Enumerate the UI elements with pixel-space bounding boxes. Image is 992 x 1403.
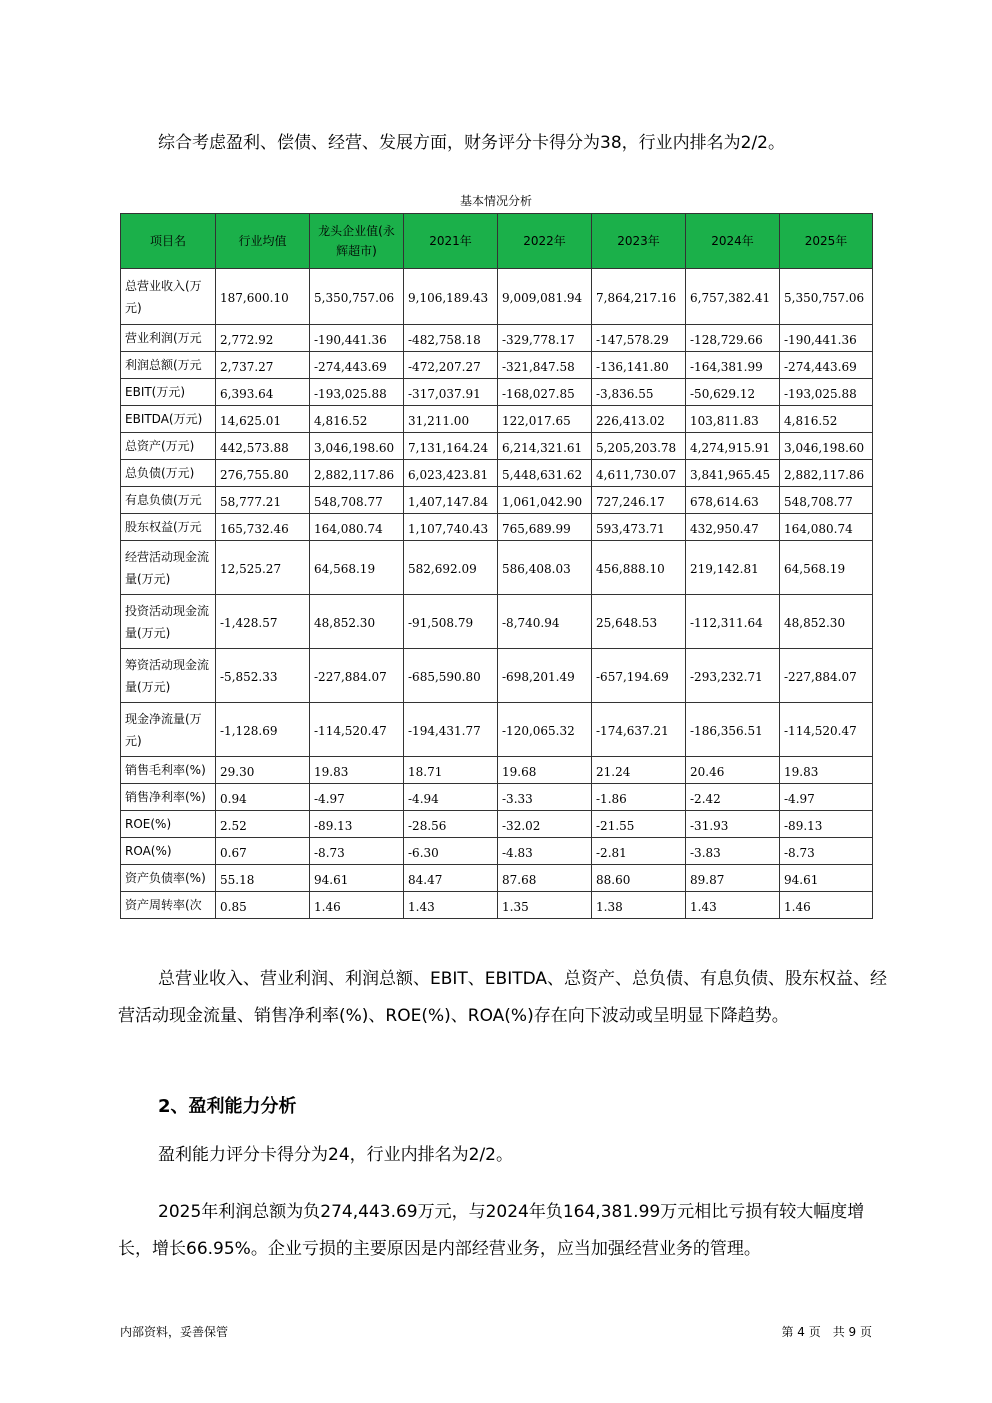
footer-note: 内部资料，妥善保管 xyxy=(120,1325,229,1339)
table-cell: -4.83 xyxy=(498,838,592,865)
table-cell: 442,573.88 xyxy=(216,433,310,460)
table-cell: -2.42 xyxy=(686,784,780,811)
table-cell: 3,841,965.45 xyxy=(686,460,780,487)
table-cell: 4,816.52 xyxy=(780,406,873,433)
table-cell: 58,777.21 xyxy=(216,487,310,514)
table-cell: 1.46 xyxy=(780,892,873,919)
table-cell: -8,740.94 xyxy=(498,595,592,649)
table-cell: 593,473.71 xyxy=(592,514,686,541)
row-label: 销售毛利率(%) xyxy=(121,757,216,784)
table-row xyxy=(121,595,873,649)
table-cell: -274,443.69 xyxy=(780,352,873,379)
table-cell: 2,772.92 xyxy=(216,325,310,352)
table-cell: 5,350,757.06 xyxy=(780,269,873,325)
row-label: 股东权益(万元 xyxy=(121,514,216,541)
table-row xyxy=(121,757,873,784)
table-cell: 1,061,042.90 xyxy=(498,487,592,514)
table-cell: 7,864,217.16 xyxy=(592,269,686,325)
table-cell: 14,625.01 xyxy=(216,406,310,433)
table-cell: 582,692.09 xyxy=(404,541,498,595)
table-header-row xyxy=(121,214,873,269)
table-cell: 55.18 xyxy=(216,865,310,892)
table-cell: -89.13 xyxy=(780,811,873,838)
table-cell: 5,350,757.06 xyxy=(310,269,404,325)
table-row xyxy=(121,406,873,433)
table-cell: 0.85 xyxy=(216,892,310,919)
table-cell: -91,508.79 xyxy=(404,595,498,649)
table-cell: 727,246.17 xyxy=(592,487,686,514)
table-row xyxy=(121,865,873,892)
table-cell: 12,525.27 xyxy=(216,541,310,595)
table-cell: 548,708.77 xyxy=(780,487,873,514)
table-cell: 31,211.00 xyxy=(404,406,498,433)
row-label: 投资活动现金流量(万元) xyxy=(121,595,216,649)
column-header: 龙头企业值(永辉超市) xyxy=(310,214,404,269)
table-cell: 164,080.74 xyxy=(310,514,404,541)
table-cell: -472,207.27 xyxy=(404,352,498,379)
table-cell: 6,393.64 xyxy=(216,379,310,406)
row-label: EBIT(万元) xyxy=(121,379,216,406)
table-row xyxy=(121,460,873,487)
table-cell: -274,443.69 xyxy=(310,352,404,379)
table-cell: -227,884.07 xyxy=(310,649,404,703)
table-cell: 4,274,915.91 xyxy=(686,433,780,460)
table-cell: 4,816.52 xyxy=(310,406,404,433)
table-cell: 29.30 xyxy=(216,757,310,784)
table-row xyxy=(121,325,873,352)
table-cell: 1,407,147.84 xyxy=(404,487,498,514)
table-cell: -21.55 xyxy=(592,811,686,838)
table-cell: -1,428.57 xyxy=(216,595,310,649)
table-row xyxy=(121,838,873,865)
table-cell: -321,847.58 xyxy=(498,352,592,379)
table-cell: 187,600.10 xyxy=(216,269,310,325)
table-cell: -186,356.51 xyxy=(686,703,780,757)
table-cell: 6,023,423.81 xyxy=(404,460,498,487)
column-header: 行业均值 xyxy=(216,214,310,269)
row-label: 筹资活动现金流量(万元) xyxy=(121,649,216,703)
table-cell: 0.94 xyxy=(216,784,310,811)
intro-paragraph: 综合考虑盈利、偿债、经营、发展方面，财务评分卡得分为38，行业内排名为2/2。 xyxy=(158,133,785,153)
row-label: 资产周转率(次 xyxy=(121,892,216,919)
table-cell: -3.33 xyxy=(498,784,592,811)
table-cell: 19.83 xyxy=(780,757,873,784)
table-cell: 0.67 xyxy=(216,838,310,865)
table-cell: 9,009,081.94 xyxy=(498,269,592,325)
table-cell: 165,732.46 xyxy=(216,514,310,541)
table-cell: 25,648.53 xyxy=(592,595,686,649)
table-cell: -3.83 xyxy=(686,838,780,865)
table-cell: 456,888.10 xyxy=(592,541,686,595)
profit-paragraph: 2025年利润总额为负274,443.69万元，与2024年负164,381.99万元相比亏损有较大幅度增长，增长66.95%。企业亏损的主要原因是内部经营业务，应当加强经营业务的管理。 xyxy=(118,1202,865,1259)
table-cell: -4.94 xyxy=(404,784,498,811)
table-cell: -482,758.18 xyxy=(404,325,498,352)
table-cell: -8.73 xyxy=(780,838,873,865)
table-cell: -193,025.88 xyxy=(310,379,404,406)
column-header: 2021年 xyxy=(404,214,498,269)
row-label: 营业利润(万元 xyxy=(121,325,216,352)
table-row xyxy=(121,541,873,595)
table-cell: -227,884.07 xyxy=(780,649,873,703)
row-label: EBITDA(万元) xyxy=(121,406,216,433)
table-cell: 1.43 xyxy=(686,892,780,919)
table-cell: -89.13 xyxy=(310,811,404,838)
table-cell: -120,065.32 xyxy=(498,703,592,757)
table-cell: 87.68 xyxy=(498,865,592,892)
financial-table xyxy=(120,213,873,919)
table-cell: -190,441.36 xyxy=(780,325,873,352)
table-cell: -4.97 xyxy=(780,784,873,811)
table-cell: -194,431.77 xyxy=(404,703,498,757)
score-paragraph: 盈利能力评分卡得分为24，行业内排名为2/2。 xyxy=(158,1145,513,1165)
table-cell: -1,128.69 xyxy=(216,703,310,757)
table-cell: -50,629.12 xyxy=(686,379,780,406)
row-label: 总营业收入(万元) xyxy=(121,269,216,325)
table-cell: -190,441.36 xyxy=(310,325,404,352)
table-cell: -329,778.17 xyxy=(498,325,592,352)
table-cell: -114,520.47 xyxy=(780,703,873,757)
table-cell: 6,214,321.61 xyxy=(498,433,592,460)
table-row xyxy=(121,514,873,541)
table-cell: -147,578.29 xyxy=(592,325,686,352)
table-cell: 122,017.65 xyxy=(498,406,592,433)
table-cell: 2,882,117.86 xyxy=(780,460,873,487)
table-cell: -32.02 xyxy=(498,811,592,838)
column-header: 2022年 xyxy=(498,214,592,269)
row-label: 总资产(万元) xyxy=(121,433,216,460)
table-row xyxy=(121,892,873,919)
table-cell: 2,737.27 xyxy=(216,352,310,379)
table-cell: 19.68 xyxy=(498,757,592,784)
table-cell: 432,950.47 xyxy=(686,514,780,541)
table-cell: 103,811.83 xyxy=(686,406,780,433)
table-row xyxy=(121,433,873,460)
table-cell: -317,037.91 xyxy=(404,379,498,406)
table-cell: 9,106,189.43 xyxy=(404,269,498,325)
table-cell: -168,027.85 xyxy=(498,379,592,406)
table-cell: 276,755.80 xyxy=(216,460,310,487)
table-cell: -698,201.49 xyxy=(498,649,592,703)
table-cell: 2,882,117.86 xyxy=(310,460,404,487)
table-row xyxy=(121,703,873,757)
table-cell: -6.30 xyxy=(404,838,498,865)
row-label: ROA(%) xyxy=(121,838,216,865)
table-cell: -164,381.99 xyxy=(686,352,780,379)
table-cell: -193,025.88 xyxy=(780,379,873,406)
table-cell: -4.97 xyxy=(310,784,404,811)
column-header: 2025年 xyxy=(780,214,873,269)
table-cell: -685,590.80 xyxy=(404,649,498,703)
table-cell: 548,708.77 xyxy=(310,487,404,514)
row-label: 现金净流量(万元) xyxy=(121,703,216,757)
table-cell: 94.61 xyxy=(780,865,873,892)
table-row xyxy=(121,352,873,379)
row-label: 总负债(万元) xyxy=(121,460,216,487)
table-cell: 64,568.19 xyxy=(310,541,404,595)
table-cell: 5,448,631.62 xyxy=(498,460,592,487)
table-cell: -5,852.33 xyxy=(216,649,310,703)
table-row xyxy=(121,379,873,406)
table-cell: -112,311.64 xyxy=(686,595,780,649)
table-caption: 基本情况分析 xyxy=(459,194,532,208)
table-cell: 678,614.63 xyxy=(686,487,780,514)
table-cell: 3,046,198.60 xyxy=(780,433,873,460)
table-cell: -136,141.80 xyxy=(592,352,686,379)
table-cell: 18.71 xyxy=(404,757,498,784)
table-cell: 5,205,203.78 xyxy=(592,433,686,460)
table-cell: -8.73 xyxy=(310,838,404,865)
table-cell: 219,142.81 xyxy=(686,541,780,595)
table-cell: 765,689.99 xyxy=(498,514,592,541)
table-cell: 19.83 xyxy=(310,757,404,784)
column-header: 2024年 xyxy=(686,214,780,269)
row-label: 有息负债(万元 xyxy=(121,487,216,514)
table-cell: -3,836.55 xyxy=(592,379,686,406)
row-label: ROE(%) xyxy=(121,811,216,838)
table-cell: -128,729.66 xyxy=(686,325,780,352)
table-cell: 84.47 xyxy=(404,865,498,892)
table-cell: 3,046,198.60 xyxy=(310,433,404,460)
table-cell: -657,194.69 xyxy=(592,649,686,703)
table-cell: 48,852.30 xyxy=(310,595,404,649)
table-cell: -114,520.47 xyxy=(310,703,404,757)
table-row xyxy=(121,269,873,325)
table-cell: -2.81 xyxy=(592,838,686,865)
table-cell: 1.35 xyxy=(498,892,592,919)
row-label: 销售净利率(%) xyxy=(121,784,216,811)
table-cell: 20.46 xyxy=(686,757,780,784)
table-cell: 6,757,382.41 xyxy=(686,269,780,325)
column-header: 项目名 xyxy=(121,214,216,269)
table-row xyxy=(121,811,873,838)
table-cell: 89.87 xyxy=(686,865,780,892)
summary-paragraph: 总营业收入、营业利润、利润总额、EBIT、EBITDA、总资产、总负债、有息负债、股东权益、经营活动现金流量、销售净利率(%)、ROE(%)、ROA(%)存在向下波动或呈明显下降趋势。 xyxy=(118,969,888,1026)
table-row xyxy=(121,487,873,514)
table-row xyxy=(121,649,873,703)
section-heading: 2、盈利能力分析 xyxy=(158,1096,297,1117)
table-body xyxy=(121,269,873,919)
table-cell: 1.38 xyxy=(592,892,686,919)
table-cell: 88.60 xyxy=(592,865,686,892)
row-label: 资产负债率(%) xyxy=(121,865,216,892)
table-cell: 1,107,740.43 xyxy=(404,514,498,541)
table-cell: 64,568.19 xyxy=(780,541,873,595)
table-cell: 1.43 xyxy=(404,892,498,919)
table-cell: 7,131,164.24 xyxy=(404,433,498,460)
table-cell: 21.24 xyxy=(592,757,686,784)
table-cell: -28.56 xyxy=(404,811,498,838)
page-number: 第 4 页 共 9 页 xyxy=(781,1325,872,1339)
table-cell: -1.86 xyxy=(592,784,686,811)
table-cell: 2.52 xyxy=(216,811,310,838)
row-label: 利润总额(万元 xyxy=(121,352,216,379)
table-cell: 4,611,730.07 xyxy=(592,460,686,487)
table-cell: 226,413.02 xyxy=(592,406,686,433)
row-label: 经营活动现金流量(万元) xyxy=(121,541,216,595)
table-cell: 48,852.30 xyxy=(780,595,873,649)
table-row xyxy=(121,784,873,811)
table-cell: 1.46 xyxy=(310,892,404,919)
column-header: 2023年 xyxy=(592,214,686,269)
table-cell: 164,080.74 xyxy=(780,514,873,541)
table-cell: -31.93 xyxy=(686,811,780,838)
table-cell: 94.61 xyxy=(310,865,404,892)
table-cell: -174,637.21 xyxy=(592,703,686,757)
table-cell: -293,232.71 xyxy=(686,649,780,703)
table-cell: 586,408.03 xyxy=(498,541,592,595)
